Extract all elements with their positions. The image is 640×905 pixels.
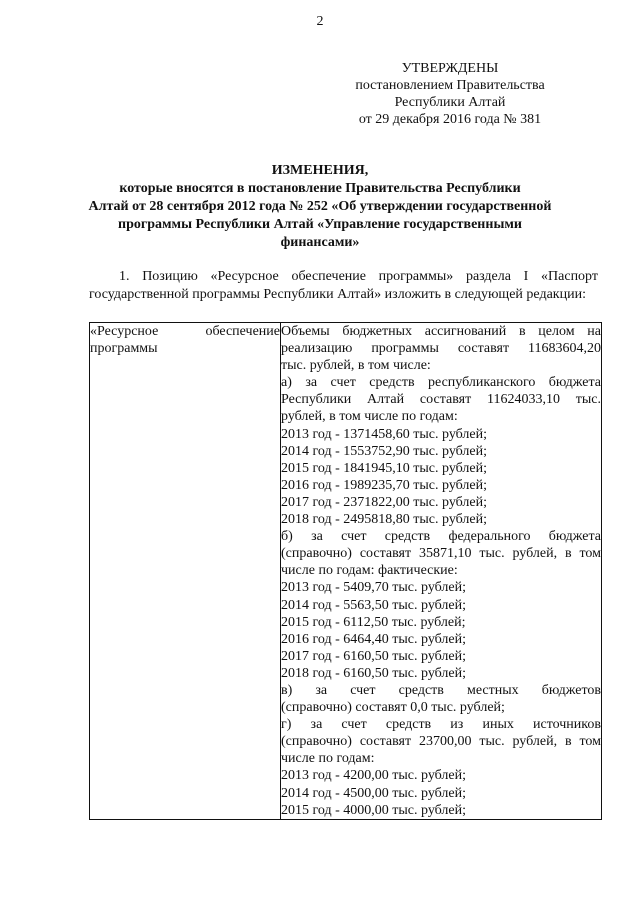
approval-heading: УТВЕРЖДЕНЫ: [401, 61, 499, 76]
intro-text: государственной программы Республики Алтай» изложить в следующей: [89, 286, 523, 302]
resource-value-line: (справочно) составят 23700,00 тыс. рублей, в том: [281, 734, 601, 750]
page-number: 2: [316, 14, 324, 29]
resource-value-line: (справочно) составят 35871,10 тыс. рублей, в том: [281, 546, 601, 562]
resource-value-cell: [281, 323, 602, 820]
resource-value-line: числе по годам: фактические:: [281, 563, 458, 579]
resource-value-line: Объемы бюджетных ассигнований в целом на: [281, 324, 601, 339]
resource-value-line: г) за счет средств из иных источников: [281, 717, 601, 733]
resource-value-line: 2018 год - 2495818,80 тыс. рублей;: [281, 512, 488, 528]
resource-value-line: 2015 год - 1841945,10 тыс. рублей;: [281, 460, 488, 476]
title-line: которые вносятся в постановление Правительства Республики: [119, 181, 521, 196]
title-line: ИЗМЕНЕНИЯ,: [271, 163, 369, 178]
resource-value-line: 2013 год - 4200,00 тыс. рублей;: [281, 768, 467, 784]
approval-block: [300, 60, 600, 128]
resource-value-line: 2013 год - 1371458,60 тыс. рублей;: [281, 426, 488, 442]
title-line: финансами»: [280, 235, 360, 250]
resource-table: [89, 322, 602, 820]
resource-value-line: тыс. рублей, в том числе:: [281, 358, 431, 374]
resource-value-line: а) за счет средств республиканского бюджета: [281, 375, 601, 391]
resource-value-line: 2017 год - 6160,50 тыс. рублей;: [281, 648, 467, 664]
resource-value-line: 2017 год - 2371822,00 тыс. рублей;: [281, 494, 488, 510]
title-line: программы Республики Алтай «Управление государственными: [118, 217, 522, 232]
resource-value-line: 2014 год - 5563,50 тыс. рублей;: [281, 597, 467, 613]
intro-text: 1. Позицию «Ресурсное обеспечение программы» раздела I «Паспорт: [119, 269, 598, 284]
resource-value-line: числе по годам:: [281, 751, 375, 767]
resource-value-line: 2016 год - 1989235,70 тыс. рублей;: [281, 477, 488, 493]
approval-line: постановлением Правительства: [355, 78, 545, 93]
resource-value-line: (справочно) составят 0,0 тыс. рублей;: [281, 700, 505, 716]
table-row: [90, 323, 602, 820]
resource-label-line: программы: [90, 341, 158, 356]
resource-value-line: б) за счет средств федерального бюджета: [281, 529, 601, 545]
resource-value-line: реализацию программы составят 11683604,20: [281, 341, 601, 357]
resource-label-cell: [90, 323, 281, 820]
resource-value-line: рублей, в том числе по годам:: [281, 409, 458, 425]
resource-value-line: 2014 год - 1553752,90 тыс. рублей;: [281, 443, 488, 459]
title-line: Алтай от 28 сентября 2012 года № 252 «Об утверждении государственной: [88, 199, 552, 214]
resource-value-line: 2015 год - 4000,00 тыс. рублей;: [281, 802, 467, 818]
document-title: [60, 162, 580, 252]
approval-line: Республики Алтай: [394, 95, 506, 110]
resource-value-line: в) за счет средств местных бюджетов: [281, 682, 601, 698]
resource-value-line: 2018 год - 6160,50 тыс. рублей;: [281, 665, 467, 681]
resource-value-line: 2016 год - 6464,40 тыс. рублей;: [281, 631, 467, 647]
approval-date-line: от 29 декабря 2016 года № 381: [358, 112, 542, 127]
intro-paragraph: [89, 268, 598, 303]
resource-label-line: «Ресурсное обеспечение: [90, 324, 280, 339]
resource-value-line: 2013 год - 5409,70 тыс. рублей;: [281, 580, 467, 596]
resource-value-line: 2015 год - 6112,50 тыс. рублей;: [281, 614, 466, 630]
intro-text: редакции:: [526, 286, 586, 302]
resource-value-line: Республики Алтай составят 11624033,10 тыс.: [281, 392, 601, 408]
resource-value-line: 2014 год - 4500,00 тыс. рублей;: [281, 785, 467, 801]
